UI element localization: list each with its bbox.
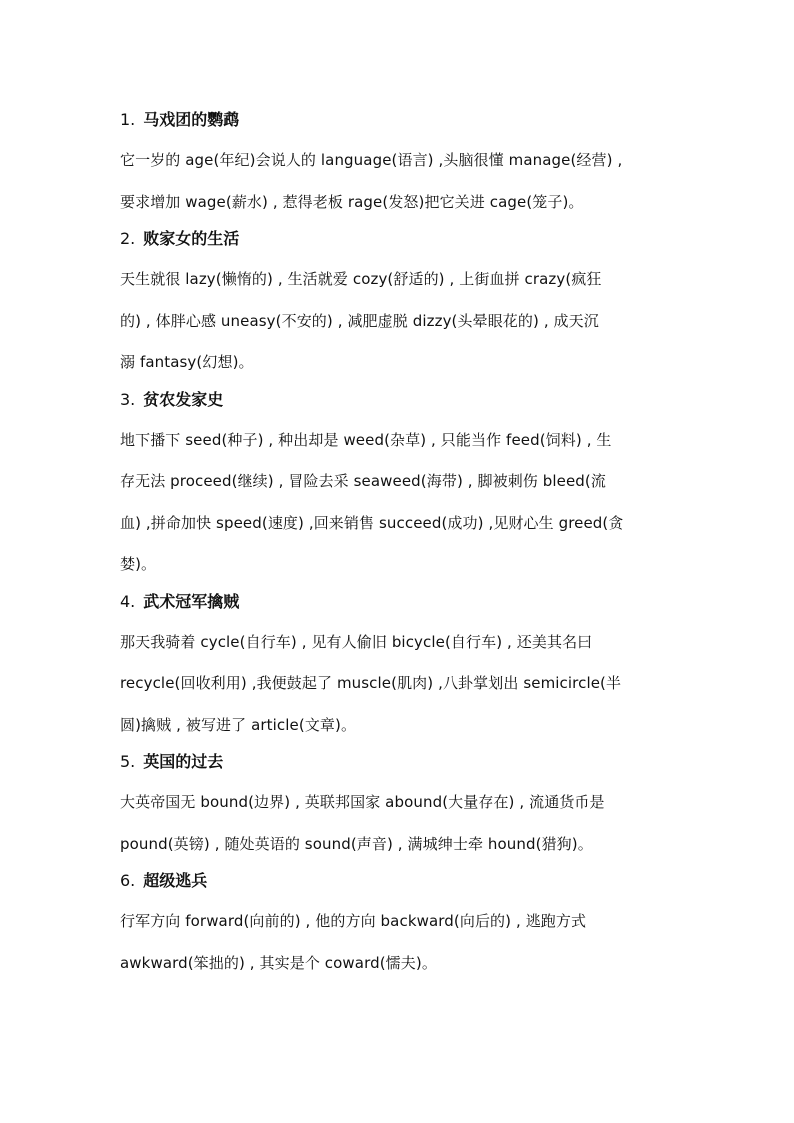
section-heading [120, 387, 680, 417]
paragraph-line: 的) , 体胖心感 uneasy(不安的) , 减肥虚脱 dizzy(头晕眼花的) , 成天沉 [120, 311, 599, 330]
paragraph-line: awkward(笨拙的) , 其实是个 coward(懦夫)。 [120, 953, 437, 972]
section-2 [120, 226, 680, 384]
paragraph-line: 存无法 proceed(继续) , 冒险去采 seaweed(海带) , 脚被刺伤 bleed(流 [120, 472, 606, 490]
section-6 [120, 868, 680, 984]
section-4 [120, 589, 680, 747]
section-paragraph [120, 782, 680, 865]
section-title-text: 英国的过去 [143, 752, 224, 771]
section-number: 1. [120, 110, 136, 129]
section-1 [120, 107, 680, 223]
paragraph-line: 溺 fantasy(幻想)。 [120, 353, 254, 371]
paragraph-line: 大英帝国无 bound(边界) , 英联邦国家 abound(大量存在) , 流通货币是 [120, 793, 605, 811]
paragraph-line: 那天我骑着 cycle(自行车) , 见有人偷旧 bicycle(自行车) , 还美其名曰 [120, 632, 593, 651]
paragraph-line: 地下播下 seed(种子) , 种出却是 weed(杂草) , 只能当作 feed(饲料) , 生 [120, 430, 612, 449]
section-title-text: 贫农发家史 [143, 389, 224, 409]
section-paragraph [120, 420, 680, 586]
paragraph-line: 圆)擒贼 , 被写进了 article(文章)。 [120, 715, 357, 734]
section-title-text: 马戏团的鹦鹉 [143, 110, 240, 129]
section-paragraph [120, 901, 680, 984]
section-heading [120, 589, 680, 619]
paragraph-line: 天生就很 lazy(懒惰的) , 生活就爱 cozy(舒适的) , 上街血拼 crazy(疯狂 [120, 270, 602, 288]
section-title-text: 武术冠军擒贼 [143, 591, 240, 611]
section-paragraph [120, 622, 680, 747]
section-title-text: 超级逃兵 [143, 871, 208, 890]
paragraph-line: 要求增加 wage(薪水) , 惹得老板 rage(发怒)把它关进 cage(笼子)。 [120, 192, 584, 211]
section-number: 3. [120, 389, 136, 409]
section-paragraph [120, 140, 680, 223]
paragraph-line: 它一岁的 age(年纪)会说人的 language(语言) ,头脑很懂 manage(经营) , [120, 151, 623, 169]
paragraph-line: pound(英镑) , 随处英语的 sound(声音) , 满城绅士牵 hound(猎狗)。 [120, 834, 593, 853]
section-number: 5. [120, 752, 136, 771]
section-number: 6. [120, 871, 136, 890]
section-paragraph [120, 259, 680, 384]
section-5 [120, 749, 680, 865]
paragraph-line: 行军方向 forward(向前的) , 他的方向 backward(向后的) , 逃跑方式 [120, 912, 587, 930]
document-page [120, 104, 680, 984]
paragraph-line: 婪)。 [120, 555, 157, 573]
paragraph-line: 血) ,拼命加快 speed(速度) ,回来销售 succeed(成功) ,见财心生 greed(贪 [120, 513, 624, 532]
section-number: 4. [120, 591, 136, 611]
section-heading [120, 226, 680, 256]
paragraph-line: recycle(回收利用) ,我便鼓起了 muscle(肌肉) ,八卦掌划出 semicircle(半 [120, 674, 622, 692]
section-title-text: 败家女的生活 [143, 229, 240, 248]
section-number: 2. [120, 229, 136, 248]
section-heading [120, 107, 680, 137]
section-heading [120, 868, 680, 898]
section-3 [120, 387, 680, 586]
section-heading [120, 749, 680, 779]
